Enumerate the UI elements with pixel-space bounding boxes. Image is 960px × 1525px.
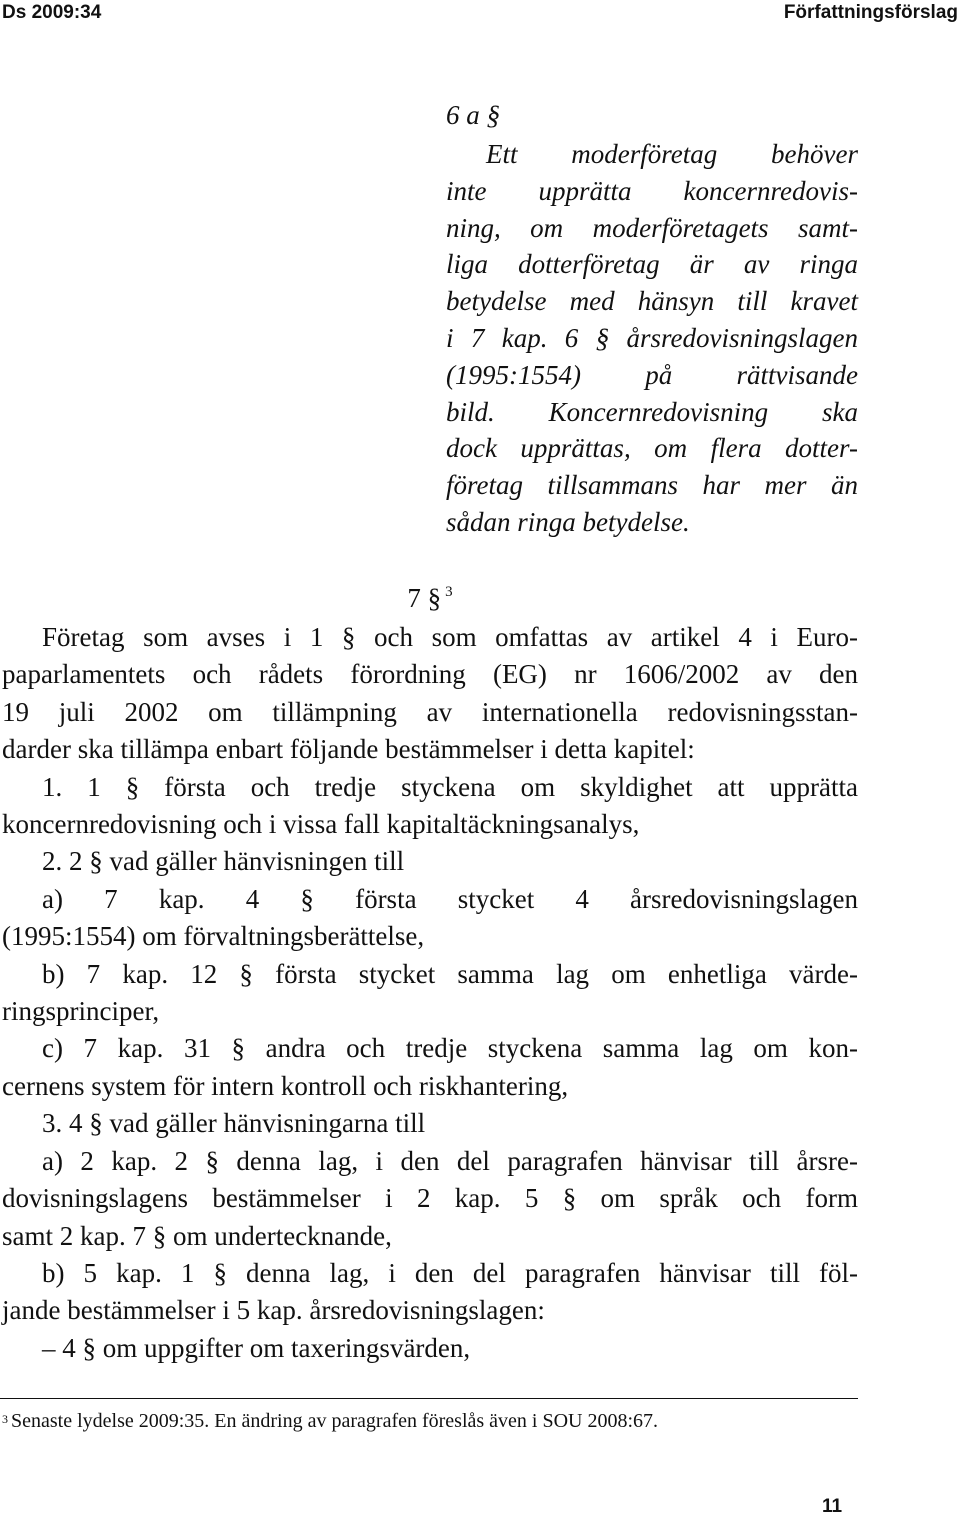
text-line: sådan ringa betydelse. xyxy=(446,506,690,537)
text-line: inte upprätta koncernredovis- xyxy=(446,175,858,206)
text-line: 1. 1 § första och tredje styckena om skyldighet att upprätta xyxy=(42,771,858,802)
header-document-id: Ds 2009:34 xyxy=(2,2,102,23)
text-line: a) 2 kap. 2 § denna lag, i den del paragrafen hänvisar till årsre- xyxy=(42,1145,858,1176)
footnote xyxy=(2,1408,658,1434)
text-line: darder ska tillämpa enbart följande bestämmelser i detta kapitel: xyxy=(2,734,695,765)
section-heading xyxy=(0,580,860,616)
text-line: c) 7 kap. 31 § andra och tredje styckena samma lag om kon- xyxy=(42,1033,858,1064)
text-line: 3. 4 § vad gäller hänvisningarna till xyxy=(42,1108,426,1139)
text-line: Företag som avses i 1 § och som omfattas av artikel 4 i Euro- xyxy=(42,622,858,652)
text-line: liga dotterföretag är av ringa xyxy=(446,249,858,280)
footnote-divider xyxy=(0,1398,858,1399)
proposal-text xyxy=(446,136,858,541)
text-line: b) 5 kap. 1 § denna lag, i den del paragrafen hänvisar till föl- xyxy=(42,1257,858,1288)
text-line: cernens system för intern kontroll och riskhantering, xyxy=(2,1070,569,1101)
proposal-heading: 6 a § xyxy=(446,100,500,130)
text-line: företag tillsammans har mer än xyxy=(446,470,858,501)
text-line: paparlamentets och rådets förordning (EG) nr 1606/2002 av den xyxy=(2,659,858,690)
text-line: bild. Koncernredovisning ska xyxy=(446,396,858,427)
text-line: (1995:1554) på rättvisande xyxy=(446,359,858,390)
text-line: jande bestämmelser i 5 kap. årsredovisningslagen: xyxy=(2,1295,545,1326)
footnote-reference: 3 xyxy=(445,584,453,600)
text-line: i 7 kap. 6 § årsredovisningslagen xyxy=(446,322,858,353)
text-line: samt 2 kap. 7 § om undertecknande, xyxy=(2,1220,392,1251)
text-line: Ett moderföretag behöver xyxy=(486,139,858,169)
text-line: – 4 § om uppgifter om taxeringsvärden, xyxy=(42,1332,471,1363)
page-number: 11 xyxy=(822,1496,843,1517)
text-line: (1995:1554) om förvaltningsberättelse, xyxy=(2,921,425,952)
text-line: 19 juli 2002 om tillämpning av internationella redovisningsstan- xyxy=(2,696,858,727)
section-body xyxy=(2,619,858,1367)
text-line: dock upprättas, om flera dotter- xyxy=(446,433,858,464)
text-line: a) 7 kap. 4 § första stycket 4 årsredovisningslagen xyxy=(42,883,858,914)
header-section-title: Författningsförslag xyxy=(783,2,958,23)
text-line: betydelse med hänsyn till kravet xyxy=(446,286,858,317)
text-line: ning, om moderföretagets samt- xyxy=(446,212,858,243)
footnote-number: 3 xyxy=(2,1412,8,1426)
text-line: 2. 2 § vad gäller hänvisningen till xyxy=(42,846,405,877)
text-line: dovisningslagens bestämmelser i 2 kap. 5 § om språk och form xyxy=(2,1183,858,1214)
text-line: ringsprinciper, xyxy=(2,996,160,1027)
section-heading-text: 7 § xyxy=(407,583,442,613)
footnote-text: Senaste lydelse 2009:35. En ändring av paragrafen föreslås även i SOU 2008:67. xyxy=(11,1410,659,1432)
text-line: koncernredovisning och i vissa fall kapitaltäckningsanalys, xyxy=(2,809,640,840)
text-line: b) 7 kap. 12 § första stycket samma lag om enhetliga värde- xyxy=(42,958,858,989)
